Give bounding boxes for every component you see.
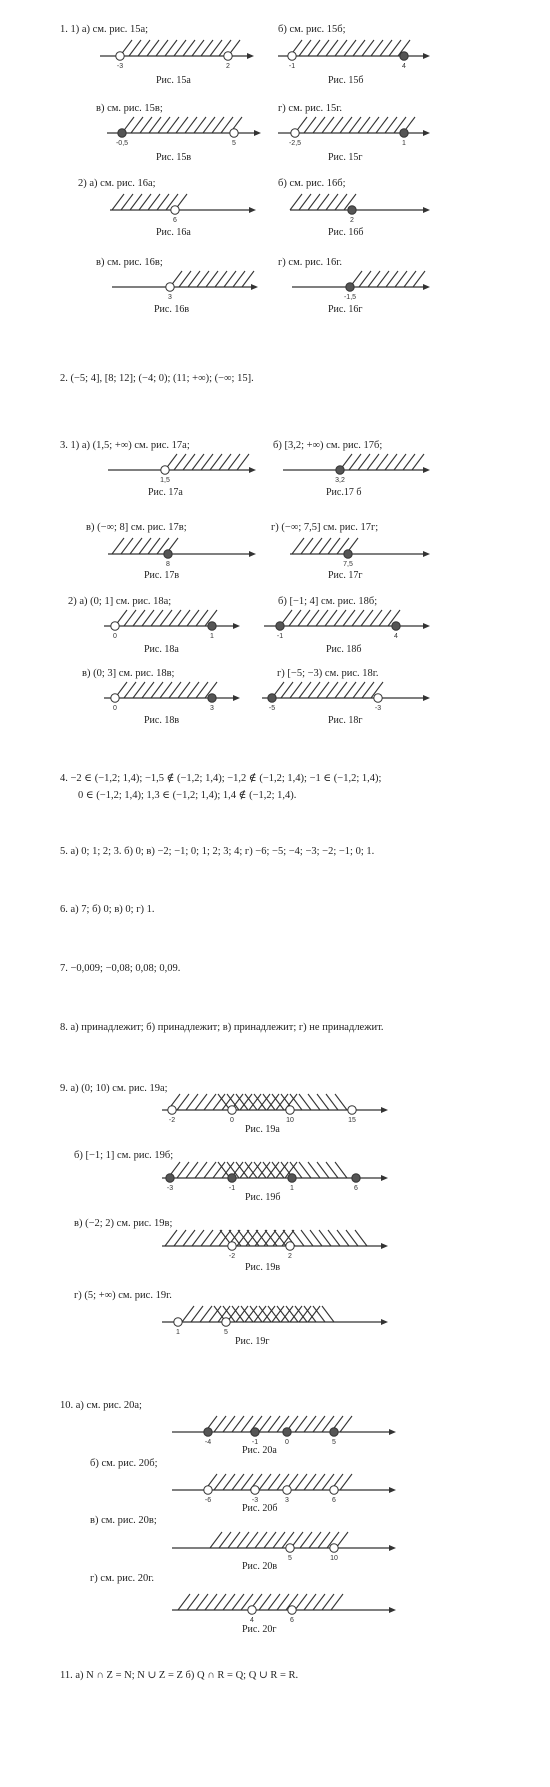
answer-line: 0 ∈ (−1,2; 1,4); 1,3 ∈ (−1,2; 1,4); 1,4 ∉ (−1,2; 1,4). (78, 790, 297, 801)
point-label: -1 (228, 1185, 236, 1192)
answer-line: 1. 1) а) см. рис. 15а; (60, 24, 149, 35)
filled-point (336, 466, 344, 474)
number-line (162, 1402, 410, 1452)
answer-line: г) см. рис. 16г. (278, 257, 343, 268)
arrow-head (381, 1319, 388, 1325)
figure-caption: Рис. 20а (242, 1445, 277, 1456)
figure-caption: Рис. 17в (144, 570, 180, 581)
open-point (111, 622, 119, 630)
figure-caption: Рис. 18а (144, 644, 179, 655)
figure-caption: Рис. 17а (148, 487, 183, 498)
number-line (273, 440, 444, 490)
arrow-head (233, 695, 240, 701)
number-line (94, 596, 254, 646)
arrow-head (251, 284, 258, 290)
open-point (166, 283, 174, 291)
open-point (283, 1486, 291, 1494)
answer-line: б) см. рис. 16б; (278, 178, 346, 189)
point-label: 6 (354, 1185, 358, 1192)
figure-caption: Рис. 15б (328, 75, 364, 86)
filled-point (346, 283, 354, 291)
arrow-head (249, 207, 256, 213)
filled-point (400, 52, 408, 60)
point-label: -6 (204, 1497, 212, 1504)
arrow-head (249, 467, 256, 473)
open-point (161, 466, 169, 474)
point-label: 5 (224, 1329, 228, 1336)
answer-line: 5. а) 0; 1; 2; 3. б) 0; в) −2; −1; 0; 1; 2; 3; 4; г) −6; −5; −4; −3; −2; −1; 0; 1. (60, 846, 375, 857)
number-line (152, 1148, 402, 1198)
open-point (374, 694, 382, 702)
answer-line: в) см. рис. 15в; (96, 103, 163, 114)
open-point (348, 1106, 356, 1114)
point-label: 5 (232, 140, 236, 147)
filled-point (352, 1174, 360, 1182)
figure-caption: Рис. 18в (144, 715, 180, 726)
number-line (94, 668, 254, 718)
number-line (97, 103, 275, 153)
figure-caption: Рис. 19в (245, 1262, 281, 1273)
open-point (291, 129, 299, 137)
answer-line: г) [−5; −3) см. рис. 18г. (277, 668, 379, 679)
open-point (224, 52, 232, 60)
answer-line: б) [−1; 4] см. рис. 18б; (278, 596, 378, 607)
filled-point (268, 694, 276, 702)
answer-line: в) (0; 3] см. рис. 18в; (82, 668, 175, 679)
open-point (286, 1242, 294, 1250)
filled-point (208, 694, 216, 702)
filled-point (204, 1428, 212, 1436)
arrow-head (423, 284, 430, 290)
arrow-head (247, 53, 254, 59)
answer-line: в) см. рис. 20в; (90, 1515, 157, 1526)
open-point (248, 1606, 256, 1614)
point-label: 10 (330, 1555, 338, 1562)
answer-line: 9. а) (0; 10) см. рис. 19а; (60, 1083, 168, 1094)
filled-point (400, 129, 408, 137)
figure-caption: Рис. 18б (326, 644, 362, 655)
figure-caption: Рис. 16в (154, 304, 190, 315)
point-label: 7,5 (343, 561, 353, 568)
filled-point (251, 1428, 259, 1436)
number-line (90, 26, 268, 76)
open-point (286, 1544, 294, 1552)
point-label: -1 (251, 1439, 259, 1446)
point-label: -3 (166, 1185, 174, 1192)
number-line (280, 180, 444, 230)
point-label: -1 (288, 63, 296, 70)
point-label: 5 (332, 1439, 336, 1446)
open-point (230, 129, 238, 137)
number-line (152, 1292, 402, 1342)
arrow-head (381, 1107, 388, 1113)
open-point (174, 1318, 182, 1326)
arrow-head (423, 695, 430, 701)
figure-caption: Рис. 15а (156, 75, 191, 86)
point-label: 3 (210, 705, 214, 712)
open-point (171, 206, 179, 214)
arrow-head (389, 1545, 396, 1551)
point-label: -1,5 (343, 294, 357, 301)
open-point (330, 1544, 338, 1552)
arrow-head (389, 1429, 396, 1435)
point-label: -2 (168, 1117, 176, 1124)
number-line (254, 596, 444, 646)
figure-caption: Рис. 15в (156, 152, 192, 163)
point-label: -0,5 (115, 140, 129, 147)
figure-caption: Рис. 19а (245, 1124, 280, 1135)
filled-point (208, 622, 216, 630)
open-point (168, 1106, 176, 1114)
filled-point (118, 129, 126, 137)
figure-caption: Рис. 17г (328, 570, 363, 581)
arrow-head (381, 1175, 388, 1181)
answer-line: б) [−1; 1] см. рис. 19б; (74, 1150, 174, 1161)
point-label: -5 (268, 705, 276, 712)
answer-line: 7. −0,009; −0,08; 0,08; 0,09. (60, 963, 181, 974)
point-label: 1 (176, 1329, 180, 1336)
number-line (162, 1518, 410, 1568)
open-point (111, 694, 119, 702)
number-line (252, 668, 444, 718)
point-label: 2 (288, 1253, 292, 1260)
open-point (222, 1318, 230, 1326)
number-line (152, 1080, 402, 1130)
point-label: 0 (113, 705, 117, 712)
number-line (152, 1216, 402, 1266)
figure-caption: Рис. 15г (328, 152, 363, 163)
filled-point (392, 622, 400, 630)
point-label: 1 (290, 1185, 294, 1192)
answer-line: г) см. рис. 15г. (278, 103, 343, 114)
filled-point (228, 1174, 236, 1182)
filled-point (344, 550, 352, 558)
point-label: 6 (332, 1497, 336, 1504)
point-label: 2 (226, 63, 230, 70)
number-line (162, 1460, 410, 1510)
figure-caption: Рис. 20б (242, 1503, 278, 1514)
point-label: 5 (288, 1555, 292, 1562)
point-label: 1 (402, 140, 406, 147)
point-label: 8 (166, 561, 170, 568)
number-line (282, 257, 444, 307)
figure-caption: Рис.17 б (326, 487, 362, 498)
point-label: 0 (285, 1439, 289, 1446)
figure-caption: Рис. 19б (245, 1192, 281, 1203)
open-point (286, 1106, 294, 1114)
filled-point (166, 1174, 174, 1182)
point-label: 2 (350, 217, 354, 224)
point-label: 1,5 (160, 477, 170, 484)
point-label: -3 (251, 1497, 259, 1504)
point-label: -3 (116, 63, 124, 70)
arrow-head (423, 467, 430, 473)
point-label: 3,2 (335, 477, 345, 484)
arrow-head (389, 1487, 396, 1493)
filled-point (164, 550, 172, 558)
number-line (102, 257, 272, 307)
filled-point (288, 1174, 296, 1182)
answer-line: г) см. рис. 20г. (90, 1573, 155, 1584)
answer-line: г) (−∞; 7,5] см. рис. 17г; (271, 522, 379, 533)
arrow-head (423, 53, 430, 59)
open-point (288, 1606, 296, 1614)
answer-line: в) (−2; 2) см. рис. 19в; (74, 1218, 173, 1229)
arrow-head (423, 130, 430, 136)
figure-caption: Рис. 16г (328, 304, 363, 315)
answer-line: 10. а) см. рис. 20а; (60, 1400, 142, 1411)
open-point (204, 1486, 212, 1494)
point-label: 15 (348, 1117, 356, 1124)
point-label: 0 (113, 633, 117, 640)
point-label: 3 (285, 1497, 289, 1504)
arrow-head (254, 130, 261, 136)
answer-line: в) (−∞; 8] см. рис. 17в; (86, 522, 187, 533)
point-label: -3 (374, 705, 382, 712)
open-point (228, 1106, 236, 1114)
open-point (330, 1486, 338, 1494)
filled-point (276, 622, 284, 630)
point-label: 4 (402, 63, 406, 70)
arrow-head (423, 207, 430, 213)
open-point (228, 1242, 236, 1250)
answer-line: 8. а) принадлежит; б) принадлежит; в) принадлежит; г) не принадлежит. (60, 1022, 384, 1033)
answer-line: 11. а) N ∩ Z = N; N ∪ Z = Z б) Q ∩ R = Q; Q ∪ R = R. (60, 1670, 299, 1681)
point-label: -4 (204, 1439, 212, 1446)
point-label: 1 (210, 633, 214, 640)
arrow-head (389, 1607, 396, 1613)
point-label: 4 (250, 1617, 254, 1624)
figure-caption: Рис. 20в (242, 1561, 278, 1572)
point-label: 6 (173, 217, 177, 224)
open-point (251, 1486, 259, 1494)
arrow-head (249, 551, 256, 557)
filled-point (283, 1428, 291, 1436)
point-label: 4 (394, 633, 398, 640)
point-label: -2 (228, 1253, 236, 1260)
arrow-head (423, 623, 430, 629)
arrow-head (381, 1243, 388, 1249)
number-line (268, 103, 444, 153)
answer-line: 6. а) 7; б) 0; в) 0; г) 1. (60, 904, 155, 915)
arrow-head (423, 551, 430, 557)
number-line (268, 26, 444, 76)
answer-line: 3. 1) а) (1,5; +∞) см. рис. 17а; (60, 440, 190, 451)
open-point (116, 52, 124, 60)
figure-caption: Рис. 16а (156, 227, 191, 238)
filled-point (348, 206, 356, 214)
answer-line: б) см. рис. 15б; (278, 24, 346, 35)
filled-point (330, 1428, 338, 1436)
figure-caption: Рис. 19г (235, 1336, 270, 1347)
figure-caption: Рис. 16б (328, 227, 364, 238)
number-line (98, 440, 270, 490)
answer-line: 4. −2 ∈ (−1,2; 1,4); −1,5 ∉ (−1,2; 1,4); −1,2 ∉ (−1,2; 1,4); −1 ∈ (−1,2; 1,4); (60, 773, 382, 784)
number-line (280, 524, 444, 574)
arrow-head (233, 623, 240, 629)
answer-line: 2) а) (0; 1] см. рис. 18а; (68, 596, 172, 607)
number-line (162, 1580, 410, 1630)
point-label: 3 (168, 294, 172, 301)
answer-line: 2) а) см. рис. 16а; (78, 178, 156, 189)
answer-line: в) см. рис. 16в; (96, 257, 163, 268)
answer-line: г) (5; +∞) см. рис. 19г. (74, 1290, 172, 1301)
figure-caption: Рис. 18г (328, 715, 363, 726)
answer-line: б) [3,2; +∞) см. рис. 17б; (273, 440, 383, 451)
point-label: 6 (290, 1617, 294, 1624)
point-label: -2,5 (288, 140, 302, 147)
answer-line: 2. (−5; 4], [8; 12]; (−4; 0); (11; +∞); (−∞; 15]. (60, 373, 254, 384)
point-label: 0 (230, 1117, 234, 1124)
figure-caption: Рис. 20г (242, 1624, 277, 1635)
open-point (288, 52, 296, 60)
point-label: 10 (286, 1117, 294, 1124)
point-label: -1 (276, 633, 284, 640)
answer-line: б) см. рис. 20б; (90, 1458, 158, 1469)
number-line (100, 180, 270, 230)
number-line (98, 524, 270, 574)
